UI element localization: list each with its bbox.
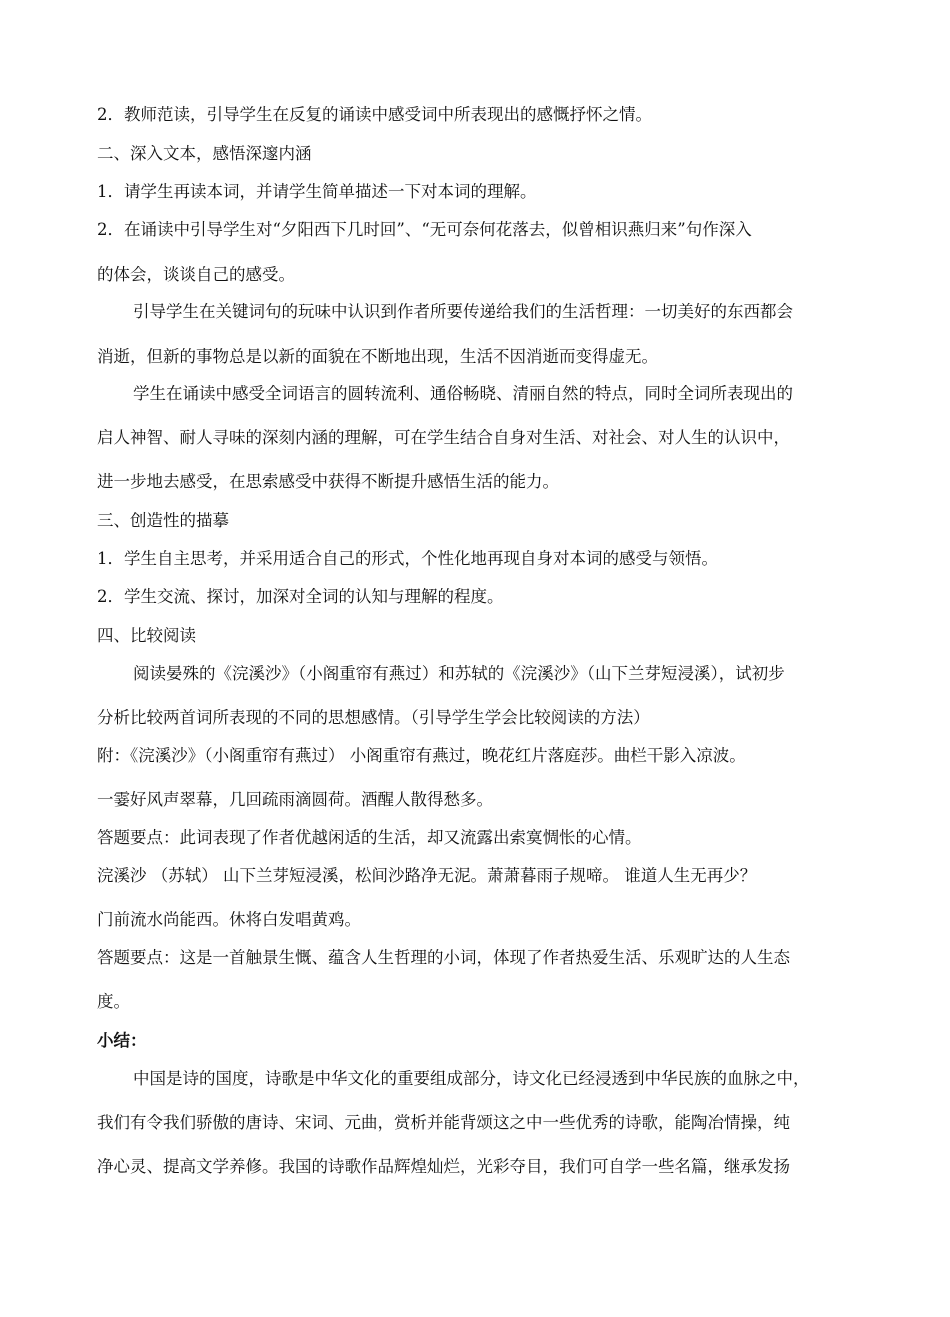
summary-heading: 小结： xyxy=(97,1031,147,1050)
text-line: 答题要点：此词表现了作者优越闲适的生活，却又流露出索寞惆怅的心情。 xyxy=(97,828,642,847)
text-line: 的体会，谈谈自己的感受。 xyxy=(97,265,295,284)
text-line: 进一步地去感受，在思索感受中获得不断提升感悟生活的能力。 xyxy=(97,472,559,491)
text-line: 度。 xyxy=(97,992,130,1011)
section-heading: 四、比较阅读 xyxy=(97,626,196,645)
text-line: 净心灵、提高文学养修。我国的诗歌作品辉煌灿烂，光彩夺目，我们可自学一些名篇，继承发扬 xyxy=(97,1157,790,1176)
text-line: 答题要点：这是一首触景生慨、蕴含人生哲理的小词，体现了作者热爱生活、乐观旷达的人生态 xyxy=(97,948,790,967)
text-line: 2．学生交流、探讨，加深对全词的认知与理解的程度。 xyxy=(97,587,504,606)
text-line: 1．学生自主思考，并采用适合自己的形式，个性化地再现自身对本词的感受与领悟。 xyxy=(97,549,718,568)
section-heading: 三、创造性的描摹 xyxy=(97,511,229,530)
text-line: 门前流水尚能西。休将白发唱黄鸡。 xyxy=(97,910,361,929)
text-line: 引导学生在关键词句的玩味中认识到作者所要传递给我们的生活哲理：一切美好的东西都会 xyxy=(133,302,793,321)
text-line: 分析比较两首词所表现的不同的思想感情。（引导学生学会比较阅读的方法） xyxy=(97,708,650,727)
text-line: 我们有令我们骄傲的唐诗、宋词、元曲，赏析并能背颂这之中一些优秀的诗歌，能陶冶情操，纯 xyxy=(97,1113,790,1132)
text-line: 消逝，但新的事物总是以新的面貌在不断地出现，生活不因消逝而变得虚无。 xyxy=(97,347,658,366)
text-line: 2．教师范读，引导学生在反复的诵读中感受词中所表现出的感慨抒怀之情。 xyxy=(97,105,652,124)
text-line: 学生在诵读中感受全词语言的圆转流利、通俗畅晓、清丽自然的特点，同时全词所表现出的 xyxy=(133,384,793,403)
text-line: 浣溪沙 （苏轼） 山下兰芽短浸溪，松间沙路净无泥。萧萧暮雨子规啼。 谁道人生无再少？ xyxy=(97,866,757,885)
text-line: 中国是诗的国度，诗歌是中华文化的重要组成部分，诗文化已经浸透到中华民族的血脉之中， xyxy=(133,1069,810,1088)
text-line: 启人神智、耐人寻味的深刻内涵的理解，可在学生结合自身对生活、对社会、对人生的认识中， xyxy=(97,428,790,447)
text-line: 阅读晏殊的《浣溪沙》（小阁重帘有燕过）和苏轼的《浣溪沙》（山下兰芽短浸溪），试初步 xyxy=(133,664,785,683)
section-heading: 二、深入文本，感悟深邃内涵 xyxy=(97,144,312,163)
text-line: 一霎好风声翠幕，几回疏雨滴圆荷。酒醒人散得愁多。 xyxy=(97,790,493,809)
text-line: 附：《浣溪沙》（小阁重帘有燕过） 小阁重帘有燕过，晚花红片落庭莎。曲栏干影入凉波。 xyxy=(97,746,746,765)
text-line: 1．请学生再读本词，并请学生简单描述一下对本词的理解。 xyxy=(97,182,537,201)
text-line: 2．在诵读中引导学生对“夕阳西下几时回”、“无可奈何花落去，似曾相识燕归来”句作深入 xyxy=(97,220,752,239)
